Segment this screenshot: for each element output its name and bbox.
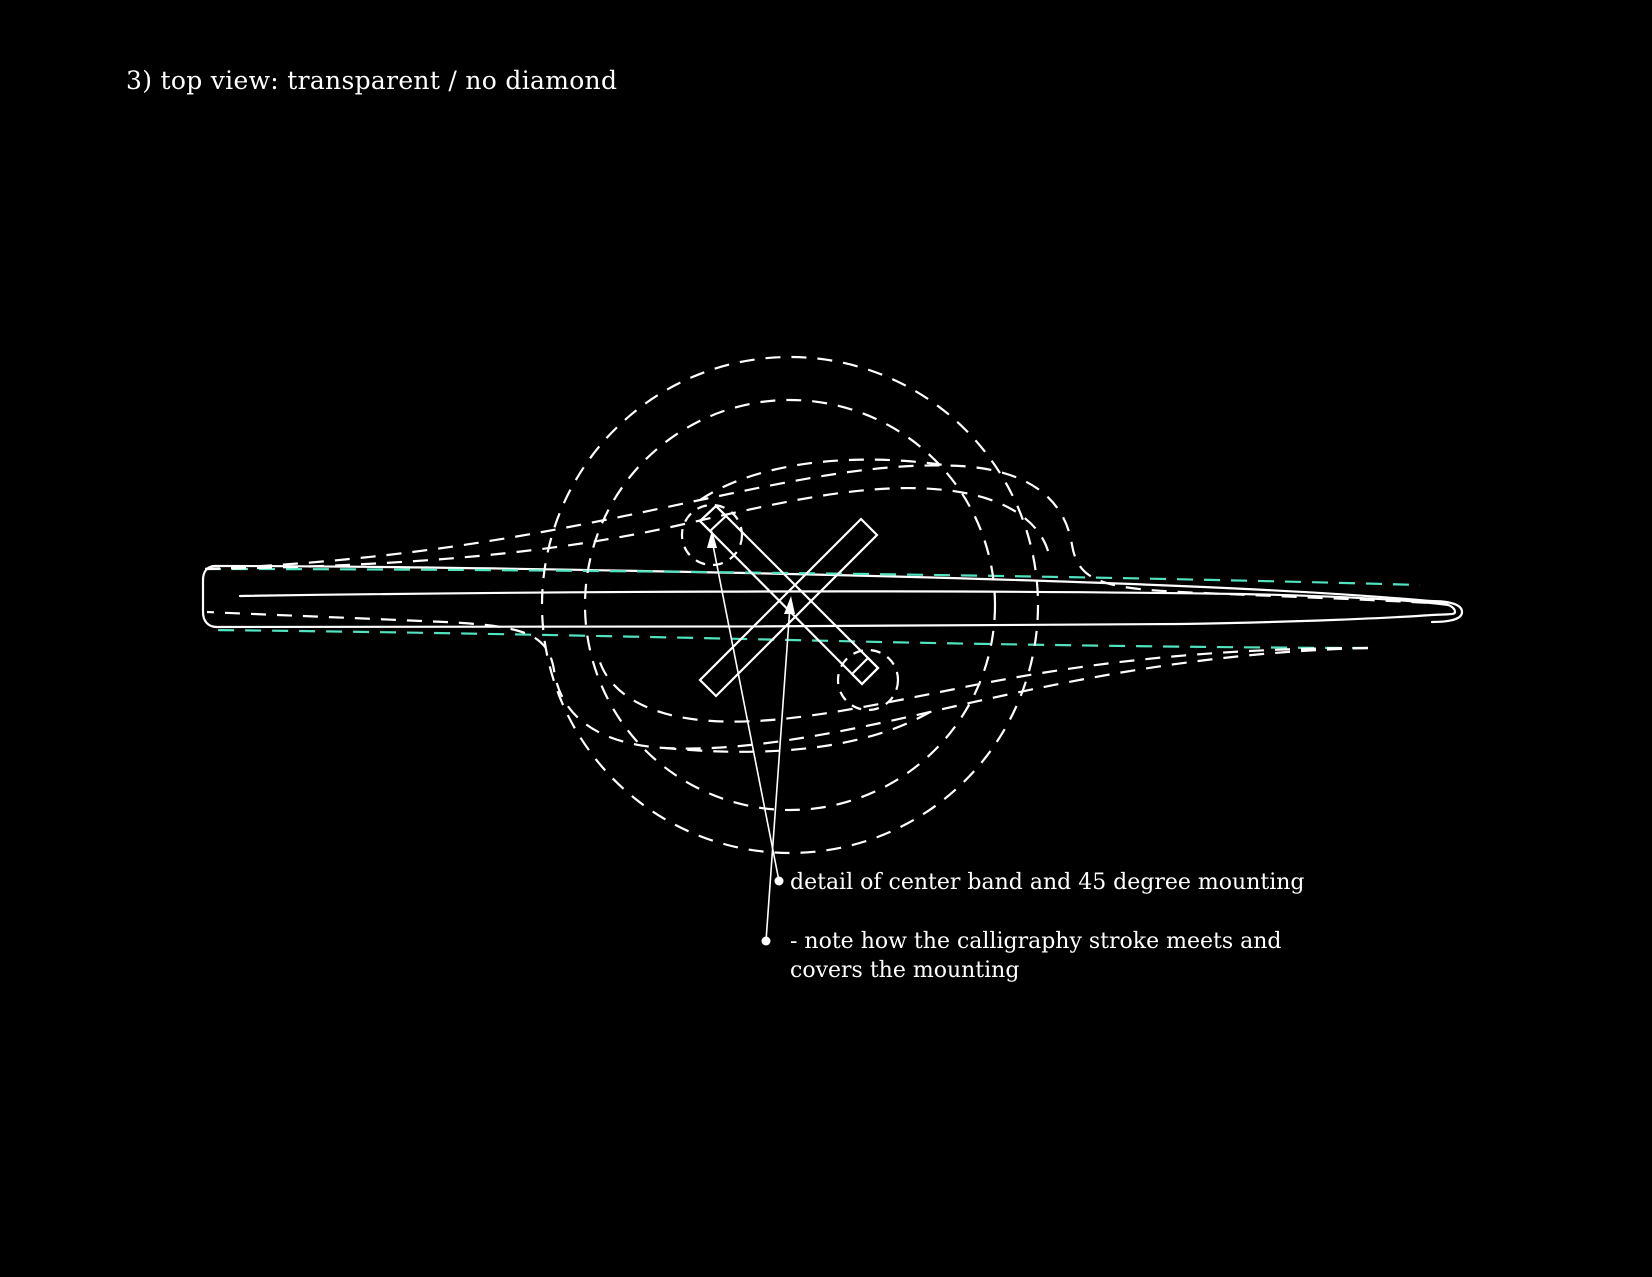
teal-dashed-centerline-pair bbox=[205, 569, 1420, 648]
leader-arrowhead-2 bbox=[784, 596, 795, 614]
dashed-construction-ellipses bbox=[205, 460, 1430, 752]
annotation-calligraphy-stroke: - note how the calligraphy stroke meets and covers the mounting bbox=[790, 929, 1282, 984]
annotation-center-band: detail of center band and 45 degree mounting bbox=[790, 870, 1305, 895]
pen-body-outline bbox=[203, 566, 1462, 627]
page-title: 3) top view: transparent / no diamond bbox=[126, 66, 618, 95]
leader-dot-2 bbox=[762, 937, 771, 946]
leader-arrowhead-1 bbox=[707, 530, 717, 548]
x-shaped-calligraphy-stroke bbox=[700, 506, 878, 696]
leader-dot-1 bbox=[775, 877, 784, 886]
